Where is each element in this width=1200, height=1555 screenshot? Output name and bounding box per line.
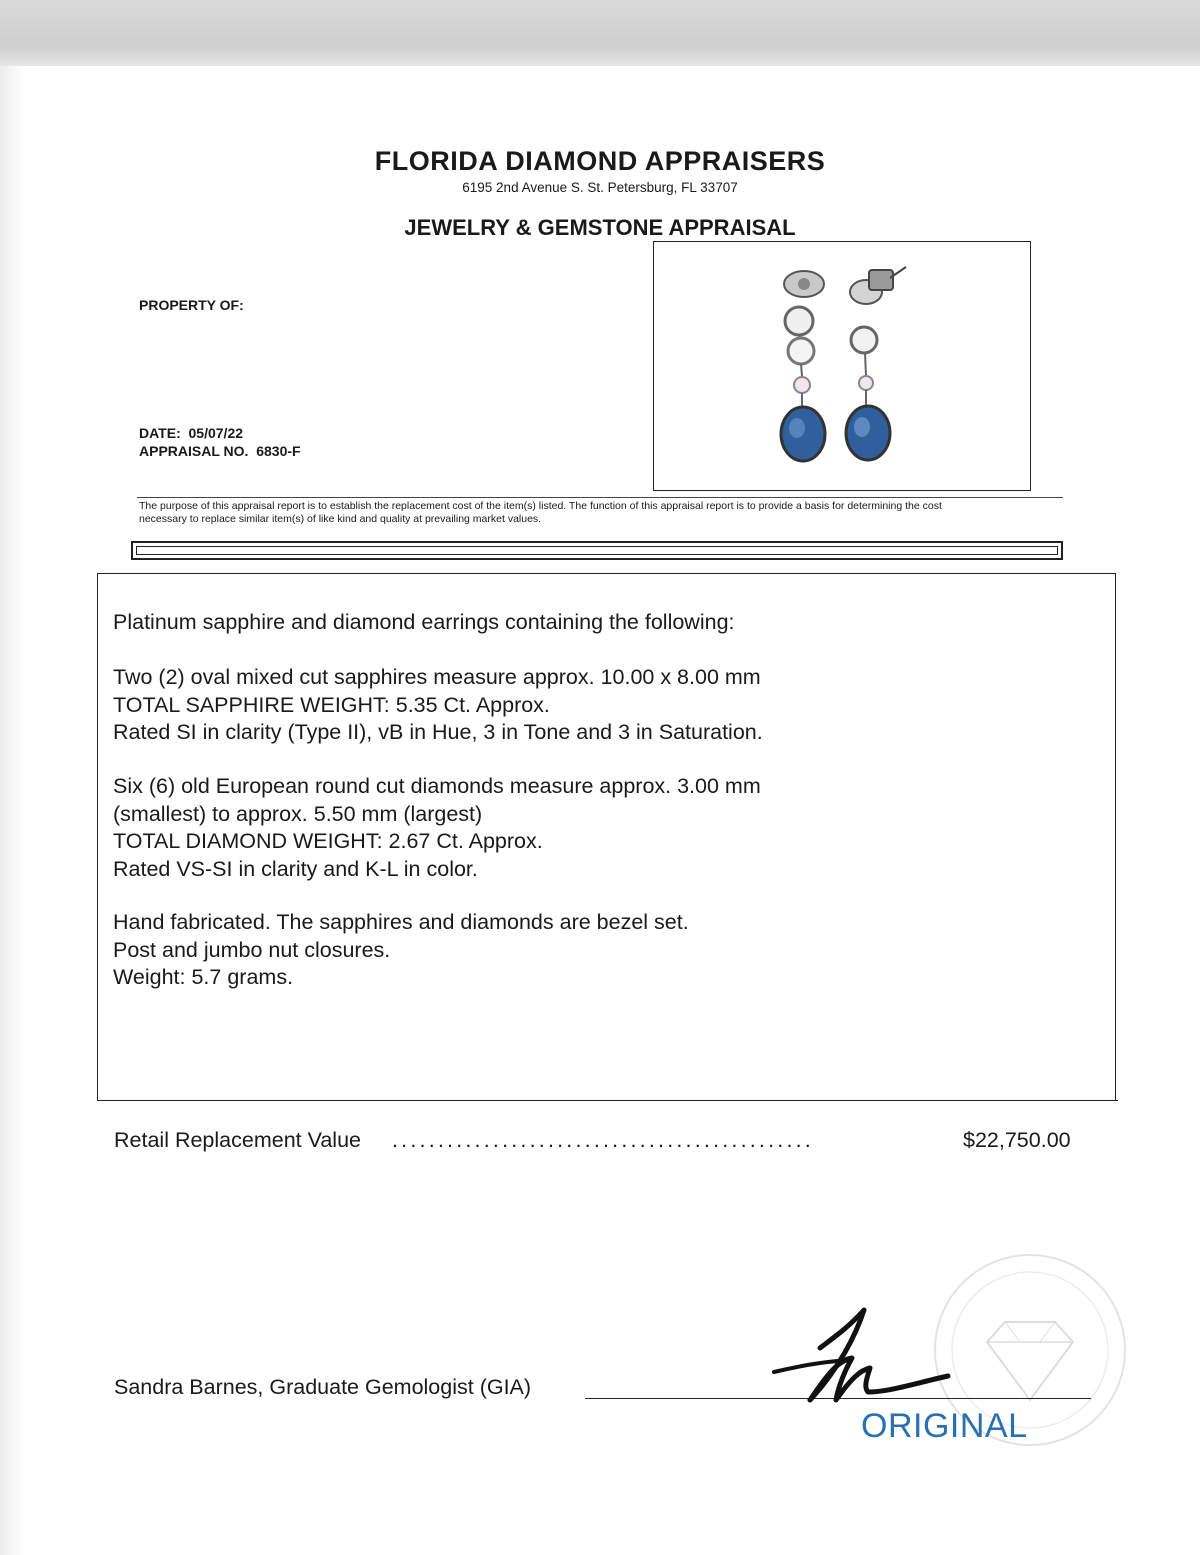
diamond-line-1: Six (6) old European round cut diamonds measure approx. 3.00 mm: [113, 774, 761, 798]
company-address: 6195 2nd Avenue S. St. Petersburg, FL 33707: [462, 180, 738, 195]
scan-shadow-left: [0, 66, 24, 1555]
left-post: [798, 278, 810, 290]
left-diamond-2: [788, 338, 814, 364]
retail-value-label: Retail Replacement Value: [114, 1128, 361, 1152]
earrings-image: [654, 242, 1030, 490]
diamond-line-4: Rated VS-SI in clarity and K-L in color.: [113, 856, 478, 881]
retail-value-amount: $22,750.00: [963, 1128, 1071, 1152]
appraisal-number-field: [139, 443, 301, 459]
date-field: [139, 425, 243, 441]
purpose-line-1: The purpose of this appraisal report is to establish the replacement cost of the item(s) listed. The function of this appraisal report is to provide a basis for determining the cost: [139, 500, 942, 512]
notes-line-3: Weight: 5.7 grams.: [113, 965, 294, 989]
box-border-bottom: [97, 1100, 1118, 1101]
notes-line-2: Post and jumbo nut closures.: [113, 937, 391, 962]
gemologist-name: Sandra Barnes, Graduate Gemologist (GIA): [114, 1375, 532, 1399]
left-earring: [781, 271, 825, 461]
property-of-label: PROPERTY OF:: [139, 297, 244, 313]
sapphire-line-1: Two (2) oval mixed cut sapphires measure approx. 10.00 x 8.00 mm: [113, 665, 761, 689]
right-earring: [846, 267, 906, 460]
appraisal-number-label: APPRAISAL NO.: [139, 443, 249, 459]
purpose-statement: [139, 500, 1069, 526]
purpose-rule: [137, 497, 1063, 498]
item-photo: [653, 241, 1031, 491]
diamond-line-3: TOTAL DIAMOND WEIGHT: 2.67 Ct. Approx.: [113, 829, 543, 853]
company-name: FLORIDA DIAMOND APPRAISERS: [374, 146, 826, 176]
purpose-line-2: necessary to replace similar item(s) of like kind and quality at prevailing market values.: [139, 513, 542, 525]
right-diamond-1: [851, 327, 877, 353]
handwritten-signature: [760, 1300, 960, 1410]
document-title: JEWELRY & GEMSTONE APPRAISAL: [404, 215, 796, 240]
sapphire-line-2: TOTAL SAPPHIRE WEIGHT: 5.35 Ct. Approx.: [113, 692, 550, 717]
retail-value-leader: ..............................................: [392, 1128, 814, 1152]
right-diamond-2: [859, 376, 873, 390]
scan-shadow-top: [0, 0, 1200, 66]
notes-line-1: Hand fabricated. The sapphires and diamonds are bezel set.: [113, 910, 689, 934]
date-label: DATE:: [139, 425, 181, 441]
diamond-line-2: (smallest) to approx. 5.50 mm (largest): [113, 801, 483, 826]
description-intro: Platinum sapphire and diamond earrings containing the following:: [113, 610, 735, 634]
original-stamp: ORIGINAL: [861, 1407, 1028, 1445]
sapphire-line-3: Rated SI in clarity (Type II), vB in Hue, 3 in Tone and 3 in Saturation.: [113, 720, 763, 744]
left-diamond-3: [794, 377, 810, 393]
date-value: 05/07/22: [188, 425, 244, 441]
divider-bar: [131, 541, 1063, 560]
appraisal-number-value: 6830-F: [256, 443, 301, 459]
left-diamond-1: [785, 307, 813, 335]
